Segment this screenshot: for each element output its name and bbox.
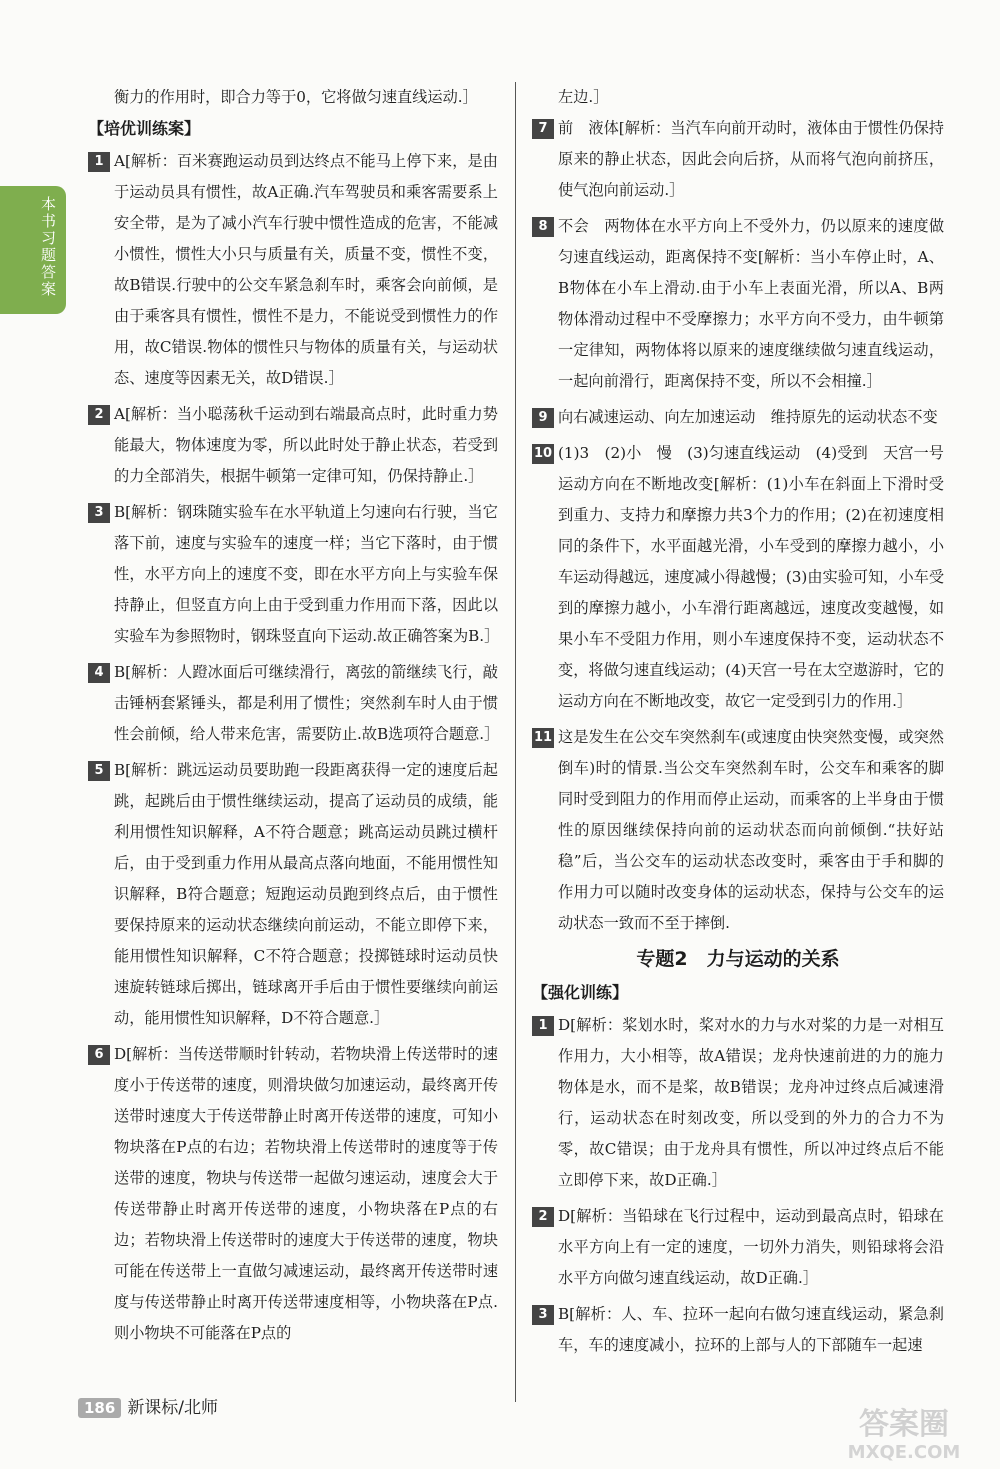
answer-item (532, 211, 944, 397)
item-text: B[解析：人、车、拉环一起向右做匀速直线运动，紧急刹车，车的速度减小，拉环的上部与人的下部随车一起速 (558, 1305, 944, 1354)
item-number: 11 (532, 728, 554, 748)
answer-item (532, 402, 944, 433)
section-heading-qianghua: 【强化训练】 (532, 983, 629, 1002)
item-text: B[解析：人蹬冰面后可继续滑行，离弦的箭继续飞行，敲击锤柄套紧锤头，都是利用了惯性；突然刹车时人由于惯性会前倾，给人带来危害，需要防止.故B选项符合题意.］ (114, 663, 500, 743)
sidebar-tab (0, 186, 66, 314)
answer-item (532, 1201, 944, 1294)
section-heading-peiyou: 【培优训练案】 (88, 119, 201, 138)
item-text: B[解析：钢珠随实验车在水平轨道上匀速向右行驶，当它落下前，速度与实验车的速度一样；当它下落时，由于惯性，水平方向上的速度不变，即在水平方向上与实验车保持静止，但竖直方向上由于受到重力作用而下落，因此以实验车为参照物时，钢珠竖直向下运动.故正确答案为B.］ (114, 503, 500, 645)
page-footer (78, 1393, 218, 1418)
item-text: A[解析：当小聪荡秋千运动到右端最高点时，此时重力势能最大，物体速度为零，所以此时处于静止状态，若受到的力全部消失，根据牛顿第一定律可知，仍保持静止.］ (114, 405, 498, 485)
item-text: 前 液体[解析：当汽车向前开动时，液体由于惯性仍保持原来的静止状态，因此会向后挤，从而将气泡向前挤压，使气泡向前运动.］ (558, 119, 944, 199)
item-number: 3 (88, 503, 110, 523)
item-number: 3 (532, 1305, 554, 1325)
edition-label: 新课标/北师 (127, 1398, 219, 1418)
item-number: 7 (532, 119, 554, 139)
answer-item (88, 755, 498, 1034)
item-text: D[解析：当传送带顺时针转动，若物块滑上传送带时的速度小于传送带的速度，则滑块做匀加速运动，最终离开传送带时速度大于传送带静止时离开传送带的速度，可知小物块落在P点的右边；若物块滑上传送带时的速度等于传送带的速度，物块与传送带一起做匀速运动，速度会大于传送带静止时离开传送带的速度，小物块落在P点的右边；若物块滑上传送带时的速度大于传送带的速度，物块可能在传送带上一直做匀减速运动，最终离开传送带时速度与传送带静止时离开传送带速度相等，小物块落在P点.则小物块不可能落在P点的 (114, 1045, 498, 1342)
item-text: 这是发生在公交车突然刹车(或速度由快突然变慢，或突然倒车)时的情景.当公交车突然刹车时，公交车和乘客的脚同时受到阻力的作用而停止运动，而乘客的上半身由于惯性的原因继续保持向前的运动状态而向前倾倒.“扶好站稳”后，当公交车的运动状态改变时，乘客由于手和脚的作用力可以随时改变身体的运动状态，保持与公交车的运动状态一致而不至于摔倒. (558, 728, 944, 932)
page-number: 186 (78, 1398, 121, 1418)
item-number: 1 (88, 152, 110, 172)
item-text: A[解析：百米赛跑运动员到达终点不能马上停下来，是由于运动员具有惯性，故A正确.汽车驾驶员和乘客需要系上安全带，是为了减小汽车行驶中惯性造成的危害，不能减小惯性，惯性大小只与质量有关，质量不变，惯性不变，故B错误.行驶中的公交车紧急刹车时，乘客会向前倾，是由于乘客具有惯性，惯性不是力，不能说受到惯性力的作用，故C错误.物体的惯性只与物体的质量有关，与运动状态、速度等因素无关，故D错误.］ (114, 152, 498, 387)
item-number: 9 (532, 408, 554, 428)
answer-item (88, 657, 498, 750)
item-text: 不会 两物体在水平方向上不受外力，仍以原来的速度做匀速直线运动，距离保持不变[解析：当小车停止时，A、B物体在小车上滑动.由于小车上表面光滑，所以A、B两物体滑动过程中不受摩擦力；水平方向不受力，由牛顿第一定律知，两物体将以原来的速度继续做匀速直线运动，一起向前滑行，距离保持不变，所以不会相撞.］ (558, 217, 944, 390)
item-number: 2 (532, 1207, 554, 1227)
sidebar-tab-label: 本书习题答案 (39, 196, 57, 298)
item-text: (1)3 (2)小 慢 (3)匀速直线运动 (4)受到 天宫一号运动方向在不断地改变[解析：(1)小车在斜面上下滑时受到重力、支持力和摩擦力共3个力的作用；(2)在初速度相同的条件下，水平面越光滑，小车受到的摩擦力越小，小车运动得越远，速度减小得越慢；(3)由实验可知，小车受到的摩擦力越小，小车滑行距离越远，速度改变越慢，如果小车不受阻力作用，则小车速度保持不变，运动状态不变，将做匀速直线运动；(4)天宫一号在太空遨游时，它的运动方向在不断地改变，故它一定受到引力的作用.］ (558, 444, 945, 710)
item-number: 4 (88, 663, 110, 683)
item-number: 10 (532, 444, 554, 464)
right-column (532, 82, 944, 1366)
topic-heading: 专题2 力与运动的关系 (636, 948, 840, 970)
watermark-logo (816, 1400, 992, 1464)
item-text: 向右减速运动、向左加速运动 维持原先的运动状态不变 (558, 408, 938, 426)
item-text: B[解析：跳远运动员要助跑一段距离获得一定的速度后起跳，起跳后由于惯性继续运动，提高了运动员的成绩，能利用惯性知识解释，A不符合题意；跳高运动员跳过横杆后，由于受到重力作用从最高点落向地面，不能用惯性知识解释，B符合题意；短跑运动员跑到终点后，由于惯性要保持原来的运动状态继续向前运动，不能立即停下来，能用惯性知识解释，C不符合题意；投掷链球时运动员快速旋转链球后掷出，链球离开手后由于惯性要继续向前运动，能用惯性知识解释，D不符合题意.］ (114, 761, 498, 1027)
answer-item (88, 1039, 498, 1349)
item-number: 8 (532, 217, 554, 237)
answer-item (532, 1010, 944, 1196)
item-number: 2 (88, 405, 110, 425)
column-divider (515, 82, 516, 1402)
item-text: D[解析：当铅球在飞行过程中，运动到最高点时，铅球在水平方向上有一定的速度，一切外力消失，则铅球将会沿水平方向做匀速直线运动，故D正确.］ (558, 1207, 944, 1287)
answer-item (88, 146, 498, 394)
watermark-line2: MXQE.COM (847, 1442, 961, 1463)
item-number: 1 (532, 1016, 554, 1036)
answer-item (532, 113, 944, 206)
left-intro: 衡力的作用时，即合力等于0，它将做匀速直线运动.］ (114, 88, 478, 106)
answer-item (532, 1299, 944, 1361)
watermark-line1: 答案圈 (859, 1407, 949, 1442)
answer-item (532, 722, 944, 939)
left-column (88, 82, 498, 1354)
answer-item (532, 438, 944, 717)
right-continuation: 左边.］ (558, 88, 609, 106)
item-number: 6 (88, 1045, 110, 1065)
item-text: D[解析：桨划水时，桨对水的力与水对桨的力是一对相互作用力，大小相等，故A错误；龙舟快速前进的力的施力物体是水，而不是桨，故B错误；龙舟冲过终点后减速滑行，运动状态在时刻改变，所以受到的外力的合力不为零，故C错误；由于龙舟具有惯性，所以冲过终点后不能立即停下来，故D正确.］ (558, 1016, 944, 1189)
answer-item (88, 497, 498, 652)
item-number: 5 (88, 761, 110, 781)
answer-item (88, 399, 498, 492)
